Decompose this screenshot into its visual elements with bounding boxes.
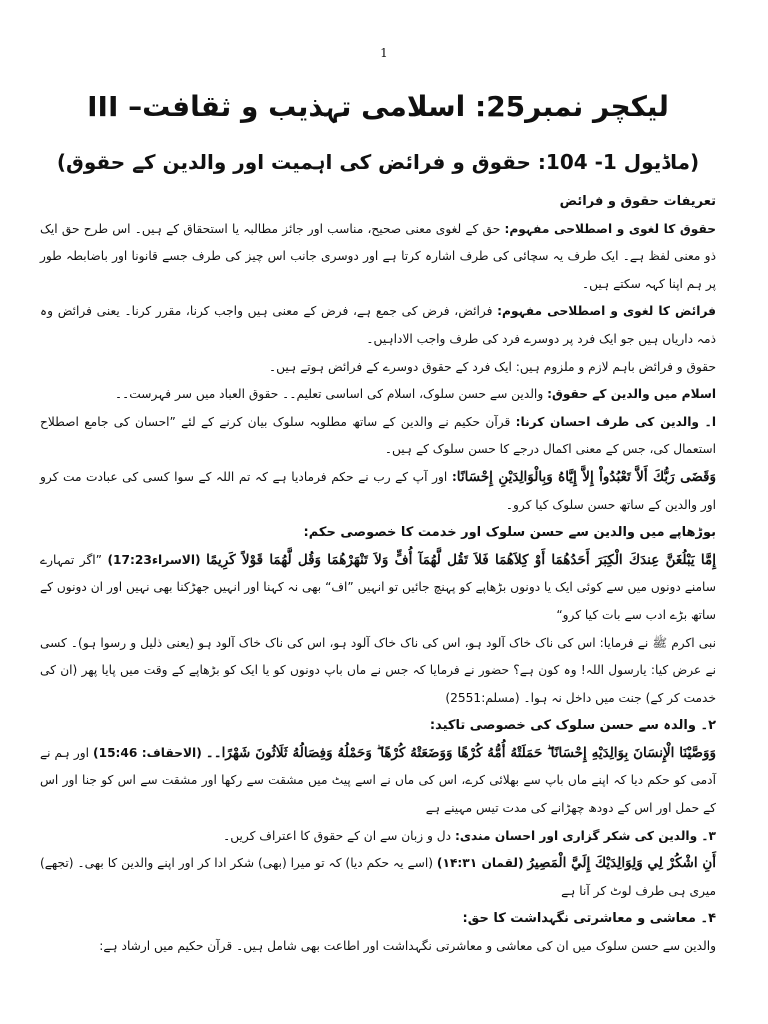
verse2-translation: ”اگر تمہارے سامنے دونوں میں سے کوئی ایک یا دونوں بڑھاپے کو پہنچ جائیں تو انہیں ”اف“ بھی نہ کہنا اور انہیں جھڑکنا بھی نہیں اور ان دونوں کے ساتھ بڑے ادب سے بات کیا کرو“: [40, 552, 716, 622]
verse4-translation: (اسے یہ حکم دیا) کہ تو میرا (بھی) شکر ادا کر اور اپنے والدین کا بھی۔ (تجھے) میری ہی طرف لوٹ کر آنا ہے: [40, 856, 716, 898]
faraiz-text: فرائض، فرض کی جمع ہے، فرض کے معنی ہیں واجب کرنا، مقرر کرنا۔ یعنی فرائض وہ ذمہ داریاں ہیں جو ایک فرد پر دوسرے فرد کی طرف واجب الاداہیں۔: [40, 304, 716, 346]
gratitude-label: ۳۔ والدین کی شکر گزاری اور احسان مندی:: [454, 828, 716, 843]
old-age-heading: بوڑھاپے میں والدین سے حسن سلوک اور خدمت کا خصوصی حکم:: [303, 525, 716, 541]
verse3-translation: اور ہم نے آدمی کو حکم دیا کہ اپنے ماں باپ سے بھلائی کرے، اس کی ماں نے اسے پیٹ میں مشقت سے رکھا اور مشقت سے اس کو جنا اور اس کے حمل اور اس کے دودھ چھڑانے کی مدت تیس مہینے ہے: [40, 745, 716, 816]
faraiz-paragraph: [40, 298, 716, 353]
page-number: 1: [380, 46, 388, 60]
ihsan-label: ا۔ والدین کی طرف احسان کرنا:: [515, 414, 717, 429]
definitions-heading: تعریفات حقوق و فرائض: [559, 194, 716, 209]
islam-label: اسلام میں والدین کے حقوق:: [547, 387, 716, 402]
care-heading: ۴۔ معاشی و معاشرتی نگہداشت کا حق:: [462, 911, 716, 927]
mutual-paragraph: حقوق و فرائض باہم لازم و ملزوم ہیں: ایک فرد کے حقوق دوسرے کے فرائض ہوتے ہیں۔: [269, 359, 716, 374]
gratitude-paragraph: [40, 823, 716, 851]
verse3-arabic: وَوَصَّيْنَا الْإِنسَانَ بِوَالِدَيْهِ إِحْسَانًا ۖ حَمَلَتْهُ أُمُّهُ كُرْهًا وَوَضَعَتْهُ كُرْهًا ۖ وَحَمْلُهُ وَفِصَالُهُ ثَلَاثُونَ شَهْرًا۔۔: [205, 744, 717, 761]
lecture-title: لیکچر نمبر25: اسلامی تہذیب و ثقافت– III: [87, 90, 669, 123]
verse3-paragraph: [40, 740, 716, 823]
islam-paragraph: [40, 381, 716, 409]
hadith-paragraph: نبی اکرم ﷺ نے فرمایا: اس کی ناک خاک آلود ہو، اس کی ناک خاک آلود ہو، اس کی ناک خاک آلود ہو (یعنی ذلیل و رسوا ہو)۔ کسی نے عرض کیا: یارسول اللہ! وہ کون ہے؟ حضور نے فرمایا کہ جس نے ماں باپ دونوں کو یا ایک کو بڑھاپے کے وقت میں پایا پھر (ان کی خدمت کر کے) جنت میں داخل نہ ہوا۔ (مسلم:2551): [40, 635, 716, 705]
verse3-reference: (الاحقاف: 15:46): [93, 745, 202, 760]
ihsan-paragraph: [40, 409, 716, 464]
faraiz-label: فرائض کا لغوی و اصطلاحی مفہوم:: [497, 304, 717, 319]
care-paragraph: والدین سے حسن سلوک میں ان کی معاشی و معاشرتی نگہداشت اور اطاعت بھی شامل ہیں۔ قرآن حکیم میں ارشاد ہے:: [99, 939, 716, 954]
document-body: [40, 188, 716, 961]
huquq-label: حقوق کا لغوی و اصطلاحی مفہوم:: [504, 221, 716, 236]
mother-heading: ۲۔ والدہ سے حسن سلوک کی خصوصی تاکید:: [429, 718, 716, 734]
verse1-paragraph: [40, 464, 716, 519]
verse4-paragraph: [40, 850, 716, 905]
verse1-arabic: وَقَضَى رَبُّكَ أَلاَّ تَعْبُدُواْ إِلاَّ إِيَّاهُ وَبِالْوَالِدَيْنِ إِحْسَانًا:: [451, 468, 717, 485]
ihsan-text: قرآن حکیم نے والدین کے ساتھ مطلوبہ سلوک بیان کرنے کے لئے ”احسان کی جامع اصطلاح استعمال کی، جس کے معنی اکمال درجے کا حسن سلوک کے ہیں۔: [40, 414, 716, 457]
huquq-text: حق کے لغوی معنی صحیح، مناسب اور جائز مطالبہ یا استحقاق کے ہیں۔ اس طرح حق ایک ذو معنی لفظ ہے۔ ایک طرف یہ سچائی کی طرف اشارہ کرتا ہے اور دوسری جانب اس چیز کی طرف جسے قانونا اور باضابطہ طور پر ہم اپنا کہہ سکتے ہیں۔: [40, 221, 716, 291]
verse1-translation: اور آپ کے رب نے حکم فرمادیا ہے کہ تم اللہ کے سوا کسی کی عبادت مت کرو اور والدین کے ساتھ حسن سلوک کیا کرو۔: [40, 469, 716, 512]
islam-text: والدین سے حسن سلوک، اسلام کی اساسی تعلیم۔۔ حقوق العباد میں سر فہرست۔۔: [114, 387, 544, 402]
gratitude-text: دل و زبان سے ان کے حقوق کا اعتراف کریں۔: [223, 828, 452, 843]
verse2-paragraph: [40, 547, 716, 630]
huquq-paragraph: [40, 216, 716, 299]
verse2-reference: (الاسراء17:23): [107, 552, 201, 567]
verse4-reference: (لقمان ۱۴:۳۱): [436, 856, 524, 871]
module-subtitle: (ماڈیول 1- 104: حقوق و فرائض کی اہمیت اور والدین کے حقوق): [56, 150, 700, 174]
verse2-arabic: إِمَّا يَبْلُغَنَّ عِندَكَ الْكِبَرَ أَحَدُهُمَا أَوْ كِلاَهُمَا فَلاَ تَقُل لَّهُمَآ أُفٍّ وَلاَ تَنْهَرْهُمَا وَقُل لَّهُمَا قَوْلاً كَرِيمًا: [206, 551, 717, 568]
verse4-arabic: أَنِ اشْكُرْ لِي وَلِوَالِدَيْكَ إِلَيَّ الْمَصِيرُ: [527, 855, 717, 872]
